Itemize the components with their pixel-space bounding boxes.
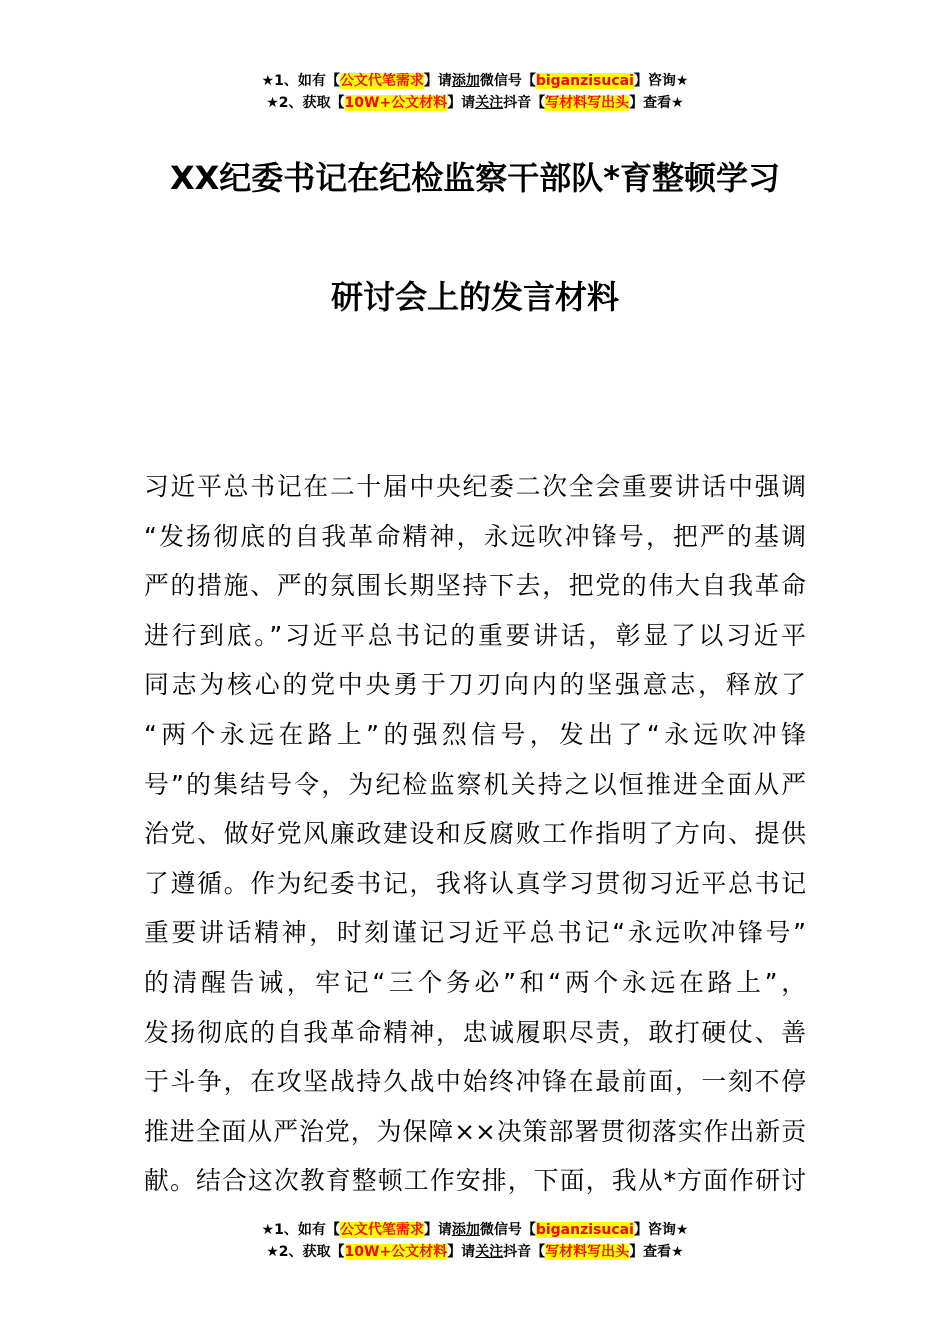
banner-line-1 xyxy=(0,70,950,92)
body-line: 严的措施、严的氛围长期坚持下去，把党的伟大自我革命 xyxy=(144,571,806,601)
highlight-douyin-account: 写材料写出头 xyxy=(545,95,630,111)
underlined-text: 添加 xyxy=(451,1222,480,1238)
body-line: 治党、做好党风廉政建设和反腐败工作指明了方向、提供 xyxy=(144,819,806,849)
highlight-materials: 10W+公文材料 xyxy=(344,95,448,111)
banner-line-1 xyxy=(0,1219,950,1241)
banner-text: 】请 xyxy=(423,73,452,89)
banner-line-2 xyxy=(0,1241,950,1263)
body-line: 了遵循。作为纪委书记，我将认真学习贯彻习近平总书记 xyxy=(144,868,806,898)
footer-banner xyxy=(0,1219,950,1263)
banner-text: ★2、获取【 xyxy=(266,95,345,111)
highlight-wechat-id: biganzisucai xyxy=(535,73,634,89)
banner-text: ★1、如有【 xyxy=(261,73,340,89)
body-line: 号”的集结号令，为纪检监察机关持之以恒推进全面从严 xyxy=(144,769,806,799)
body-line: 发扬彻底的自我革命精神，忠诚履职尽责，敢打硬仗、善 xyxy=(144,1017,806,1047)
document-title-line-1: XX纪委书记在纪检监察干部队*育整顿学习 xyxy=(169,159,781,197)
banner-text: 】请 xyxy=(447,1244,476,1260)
highlight-service: 公文代笔需求 xyxy=(339,73,424,89)
banner-text: 】查看★ xyxy=(629,95,684,111)
body-line: 于斗争，在攻坚战持久战中始终冲锋在最前面，一刻不停 xyxy=(144,1067,806,1097)
highlight-wechat-id: biganzisucai xyxy=(535,1222,634,1238)
body-line: 重要讲话精神，时刻谨记习近平总书记“永远吹冲锋号” xyxy=(144,918,806,948)
banner-text: 】查看★ xyxy=(629,1244,684,1260)
banner-text: 抖音【 xyxy=(503,95,546,111)
body-line: “两个永远在路上”的强烈信号，发出了“永远吹冲锋 xyxy=(144,719,806,749)
highlight-service: 公文代笔需求 xyxy=(339,1222,424,1238)
underlined-text: 关注 xyxy=(475,95,504,111)
document-body xyxy=(144,462,806,1206)
body-line: 进行到底。”习近平总书记的重要讲话，彰显了以习近平 xyxy=(144,620,806,650)
highlight-douyin-account: 写材料写出头 xyxy=(545,1244,630,1260)
body-line: 的清醒告诫，牢记“三个务必”和“两个永远在路上”， xyxy=(144,967,806,997)
header-banner xyxy=(0,70,950,114)
banner-text: 】咨询★ xyxy=(633,1222,689,1238)
body-line: 同志为核心的党中央勇于刀刃向内的坚强意志，释放了 xyxy=(144,670,806,700)
body-line: 推进全面从严治党，为保障××决策部署贯彻落实作出新贡 xyxy=(144,1116,806,1146)
banner-text: 微信号【 xyxy=(479,1222,536,1238)
banner-text: ★1、如有【 xyxy=(261,1222,340,1238)
banner-text: ★2、获取【 xyxy=(266,1244,345,1260)
underlined-text: 关注 xyxy=(475,1244,504,1260)
document-title-line-2: 研讨会上的发言材料 xyxy=(330,278,619,316)
banner-text: 微信号【 xyxy=(479,73,536,89)
banner-text: 】请 xyxy=(447,95,476,111)
banner-text: 抖音【 xyxy=(503,1244,546,1260)
banner-line-2 xyxy=(0,92,950,114)
underlined-text: 添加 xyxy=(451,73,480,89)
banner-text: 】请 xyxy=(423,1222,452,1238)
body-line: 习近平总书记在二十届中央纪委二次全会重要讲话中强调 xyxy=(144,472,806,501)
banner-text: 】咨询★ xyxy=(633,73,689,89)
body-line: 献。结合这次教育整顿工作安排，下面，我从*方面作研讨 xyxy=(144,1166,806,1196)
body-line: “发扬彻底的自我革命精神，永远吹冲锋号，把严的基调 xyxy=(144,521,806,551)
highlight-materials: 10W+公文材料 xyxy=(344,1244,448,1260)
